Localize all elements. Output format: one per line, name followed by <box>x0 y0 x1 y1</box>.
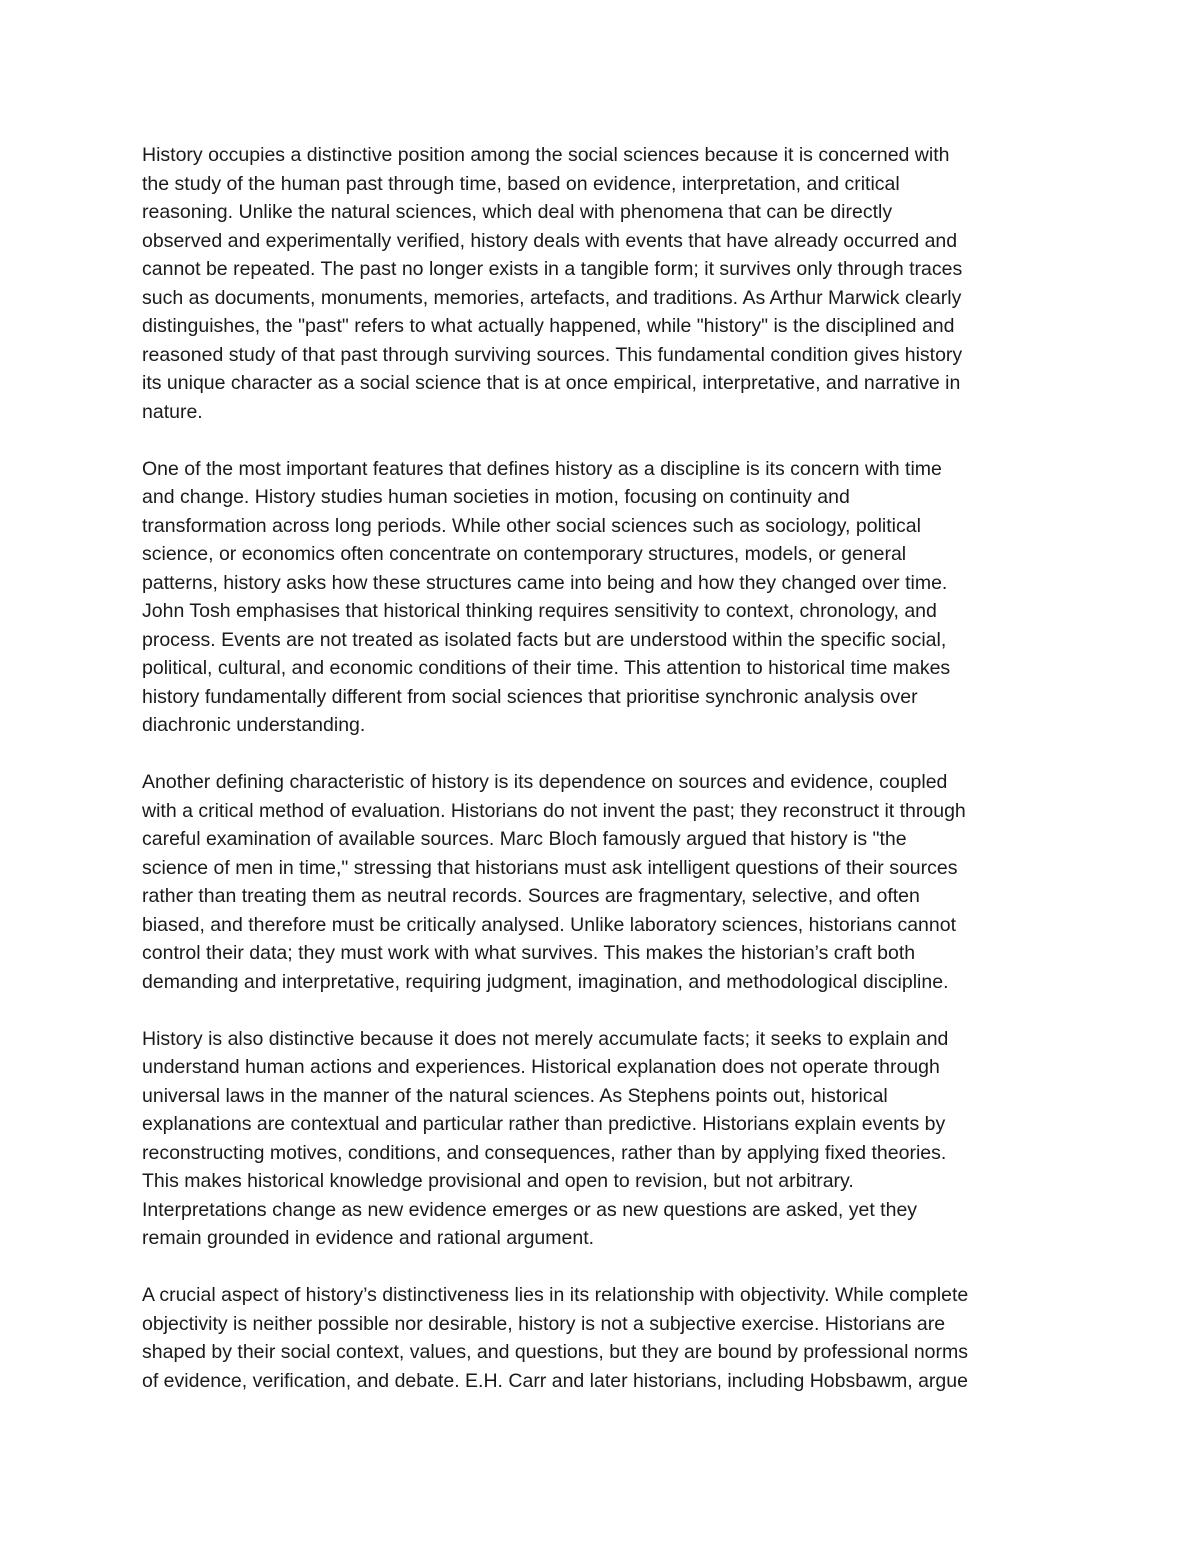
text-line: biased, and therefore must be critically analysed. Unlike laboratory sciences, historians cannot <box>142 913 957 936</box>
text-line: and change. History studies human societies in motion, focusing on continuity and <box>142 486 850 508</box>
text-line: observed and experimentally verified, history deals with events that have already occurred and <box>142 229 958 252</box>
text-line: of evidence, verification, and debate. E.H. Carr and later historians, including Hobsbawm, argue <box>142 1369 968 1392</box>
text-line: universal laws in the manner of the natural sciences. As Stephens points out, historical <box>142 1084 888 1107</box>
text-line: remain grounded in evidence and rational argument. <box>142 1227 595 1249</box>
text-line: careful examination of available sources. Marc Bloch famously argued that history is "the <box>142 828 907 850</box>
text-line: reasoning. Unlike the natural sciences, which deal with phenomena that can be directly <box>142 201 893 223</box>
text-line: John Tosh emphasises that historical thinking requires sensitivity to context, chronology, and <box>142 600 937 622</box>
text-line: A crucial aspect of history’s distinctiveness lies in its relationship with objectivity. While complete <box>142 1284 969 1306</box>
text-line: control their data; they must work with what survives. This makes the historian’s craft both <box>142 942 916 964</box>
text-line: shaped by their social context, values, and questions, but they are bound by professional norms <box>142 1341 968 1363</box>
paragraph <box>142 768 1072 996</box>
text-line: Interpretations change as new evidence emerges or as new questions are asked, yet they <box>142 1198 918 1221</box>
text-line: understand human actions and experiences. Historical explanation does not operate through <box>142 1056 940 1078</box>
text-line: history fundamentally different from social sciences that prioritise synchronic analysis over <box>142 685 918 708</box>
text-line: cannot be repeated. The past no longer exists in a tangible form; it survives only through traces <box>142 258 963 280</box>
text-line: Another defining characteristic of history is its dependence on sources and evidence, coupled <box>142 771 948 793</box>
text-line: its unique character as a social science that is at once empirical, interpretative, and narrative in <box>142 372 961 394</box>
text-line: One of the most important features that defines history as a discipline is its concern with time <box>142 457 942 480</box>
paragraph <box>142 1025 1072 1253</box>
text-line: rather than treating them as neutral records. Sources are fragmentary, selective, and often <box>142 885 920 907</box>
text-line: the study of the human past through time, based on evidence, interpretation, and critical <box>142 172 900 195</box>
text-line: transformation across long periods. While other social sciences such as sociology, political <box>142 514 921 537</box>
text-line: diachronic understanding. <box>142 714 366 736</box>
text-line: process. Events are not treated as isolated facts but are understood within the specific social, <box>142 628 947 651</box>
text-line: objectivity is neither possible nor desirable, history is not a subjective exercise. Historians are <box>142 1312 946 1335</box>
text-line: political, cultural, and economic conditions of their time. This attention to historical time makes <box>142 657 951 679</box>
text-line: nature. <box>142 400 203 423</box>
text-line: with a critical method of evaluation. Historians do not invent the past; they reconstruct it through <box>142 799 966 822</box>
text-line: science, or economics often concentrate on contemporary structures, models, or general <box>142 543 907 565</box>
text-line: demanding and interpretative, requiring judgment, imagination, and methodological discipline. <box>142 970 949 993</box>
paragraph <box>142 141 1072 426</box>
text-line: science of men in time," stressing that historians must ask intelligent questions of their sources <box>142 856 958 879</box>
document-body <box>142 141 1072 1424</box>
text-line: History occupies a distinctive position among the social sciences because it is concerned with <box>142 144 950 166</box>
paragraph <box>142 455 1072 740</box>
text-line: patterns, history asks how these structures came into being and how they changed over time. <box>142 571 948 594</box>
text-line: such as documents, monuments, memories, artefacts, and traditions. As Arthur Marwick clearly <box>142 286 962 309</box>
text-line: reconstructing motives, conditions, and consequences, rather than by applying fixed theories. <box>142 1141 947 1164</box>
text-line: This makes historical knowledge provisional and open to revision, but not arbitrary. <box>142 1170 854 1192</box>
paragraph <box>142 1281 1072 1395</box>
text-line: explanations are contextual and particular rather than predictive. Historians explain events by <box>142 1113 946 1135</box>
text-line: History is also distinctive because it does not merely accumulate facts; it seeks to explain and <box>142 1027 949 1050</box>
text-line: distinguishes, the "past" refers to what actually happened, while "history" is the disciplined and <box>142 315 955 337</box>
text-line: reasoned study of that past through surviving sources. This fundamental condition gives history <box>142 343 963 366</box>
